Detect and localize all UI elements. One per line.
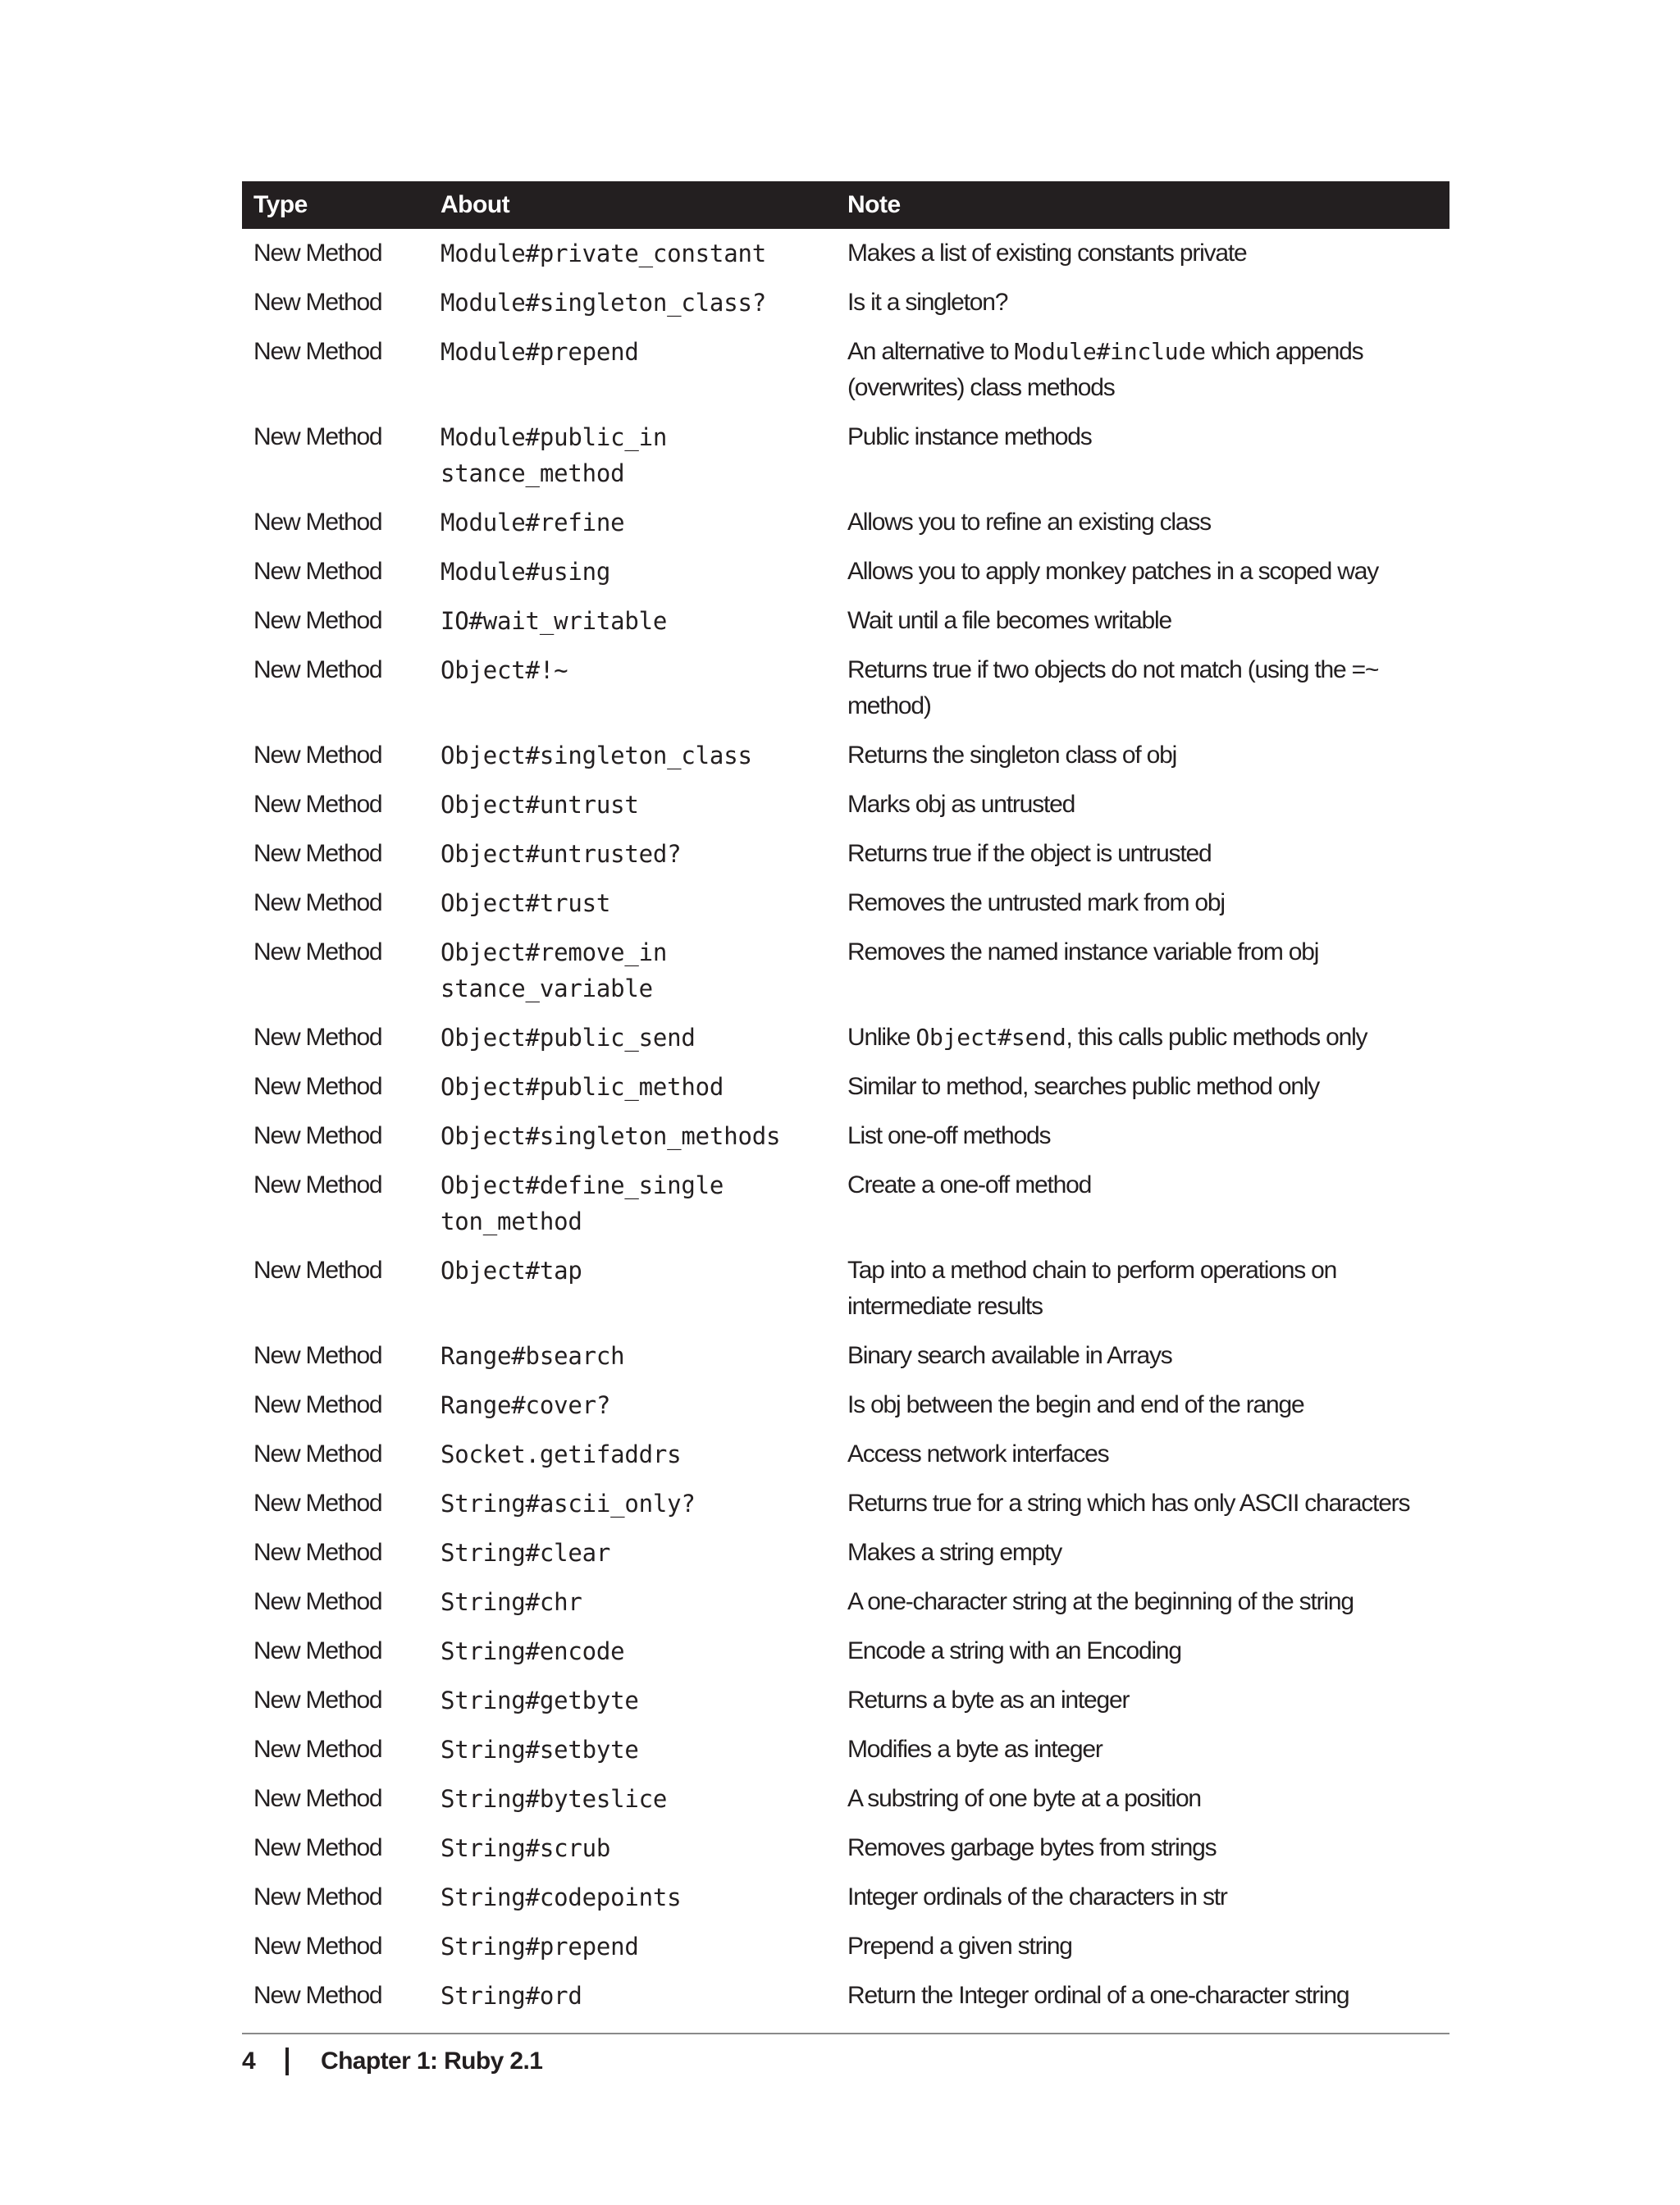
note-cell: Allows you to apply monkey patches in a scoped way (847, 558, 1379, 585)
type-cell: New Method (253, 938, 382, 966)
table-row (242, 1161, 1449, 1246)
note-cell: Public instance methods (847, 423, 1092, 450)
table-row (242, 928, 1449, 1013)
page-number: 4 (242, 2048, 256, 2075)
page-footer (242, 2041, 542, 2082)
about-cell: Object#remove_in stance_variable (441, 938, 668, 1002)
type-cell: New Method (253, 338, 382, 365)
type-cell: New Method (253, 1440, 382, 1468)
table-body (242, 229, 1449, 2020)
note-cell: A one-character string at the beginning of the string (847, 1588, 1354, 1615)
about-cell: String#prepend (441, 1933, 639, 1961)
type-cell: New Method (253, 1257, 382, 1284)
table-row (242, 879, 1449, 928)
type-cell: New Method (253, 423, 382, 450)
type-cell: New Method (253, 1073, 382, 1100)
about-cell: String#ascii_only? (441, 1490, 696, 1518)
about-cell: Module#private_constant (441, 240, 766, 267)
table-row (242, 498, 1449, 547)
note-cell: Returns true if two objects do not match (using the =~ method) (847, 656, 1379, 719)
about-cell: Module#public_in stance_method (441, 423, 668, 487)
note-cell: Returns the singleton class of obj (847, 742, 1177, 769)
table-header (242, 181, 1449, 229)
type-cell: New Method (253, 1834, 382, 1861)
about-cell: Module#using (441, 558, 611, 586)
header-note: Note (847, 191, 901, 218)
type-cell: New Method (253, 240, 382, 267)
table-row (242, 829, 1449, 879)
about-cell: Object#singleton_class (441, 742, 752, 769)
note-text: , this calls public methods only (1066, 1024, 1367, 1051)
about-cell: Range#bsearch (441, 1342, 625, 1370)
table-row (242, 731, 1449, 780)
chapter-title: Chapter 1: Ruby 2.1 (321, 2048, 543, 2075)
note-cell (838, 327, 1449, 413)
note-text: which appends (overwrites) class methods (847, 338, 1363, 401)
about-cell: Object#public_send (441, 1024, 696, 1052)
about-cell: IO#wait_writable (441, 607, 668, 635)
note-cell: Return the Integer ordinal of a one-character string (847, 1982, 1349, 2009)
table-row (242, 1112, 1449, 1161)
table-row (242, 1331, 1449, 1381)
inline-code: Object#send (915, 1024, 1066, 1051)
note-text: Unlike (847, 1024, 916, 1051)
table-header-row (242, 181, 1449, 229)
type-cell: New Method (253, 1785, 382, 1812)
table-row (242, 1381, 1449, 1430)
note-cell: Tap into a method chain to perform operations on intermediate results (847, 1257, 1337, 1320)
type-cell: New Method (253, 1391, 382, 1418)
note-cell: Makes a list of existing constants private (847, 240, 1247, 267)
about-cell: Object#!~ (441, 656, 568, 684)
note-cell: Modifies a byte as integer (847, 1736, 1102, 1763)
note-cell: Similar to method, searches public method only (847, 1073, 1320, 1100)
header-about: About (441, 191, 510, 218)
note-cell: Marks obj as untrusted (847, 791, 1075, 818)
note-cell: Makes a string empty (847, 1539, 1062, 1566)
type-cell: New Method (253, 1687, 382, 1714)
note-cell: Prepend a given string (847, 1933, 1072, 1960)
table-row (242, 327, 1449, 413)
about-cell: Object#tap (441, 1257, 582, 1285)
table-row (242, 1479, 1449, 1528)
ruby-features-table (242, 181, 1449, 2020)
table-row (242, 646, 1449, 731)
type-cell: New Method (253, 1024, 382, 1051)
note-cell: A substring of one byte at a position (847, 1785, 1201, 1812)
type-cell: New Method (253, 1736, 382, 1763)
table-row (242, 1824, 1449, 1873)
table-row (242, 596, 1449, 646)
about-cell: Range#cover? (441, 1391, 611, 1419)
table-row (242, 1246, 1449, 1331)
note-cell: Encode a string with an Encoding (847, 1637, 1181, 1664)
note-text: An alternative to (847, 338, 1015, 365)
type-cell: New Method (253, 1637, 382, 1664)
table-row (242, 1922, 1449, 1971)
note-cell: Returns true for a string which has only ASCII characters (847, 1490, 1410, 1517)
note-cell: Create a one-off method (847, 1171, 1092, 1198)
note-cell: Returns true if the object is untrusted (847, 840, 1212, 867)
about-cell: Object#define_single ton_method (441, 1171, 724, 1235)
type-cell: New Method (253, 1883, 382, 1911)
type-cell: New Method (253, 607, 382, 634)
note-cell: Removes the untrusted mark from obj (847, 889, 1225, 916)
about-cell: Module#refine (441, 509, 625, 536)
note-cell: Returns a byte as an integer (847, 1687, 1130, 1714)
about-cell: Module#singleton_class? (441, 289, 766, 317)
note-cell: Allows you to refine an existing class (847, 509, 1211, 536)
about-cell: Object#singleton_methods (441, 1122, 781, 1150)
type-cell: New Method (253, 840, 382, 867)
type-cell: New Method (253, 1933, 382, 1960)
about-cell: String#encode (441, 1637, 625, 1665)
type-cell: New Method (253, 289, 382, 316)
note-cell: Removes the named instance variable from obj (847, 938, 1319, 966)
note-cell: Removes garbage bytes from strings (847, 1834, 1217, 1861)
type-cell: New Method (253, 1171, 382, 1198)
about-cell: String#ord (441, 1982, 582, 2010)
table-row (242, 1971, 1449, 2020)
table-row (242, 1676, 1449, 1725)
footer-divider (242, 2033, 1449, 2034)
about-cell: String#codepoints (441, 1883, 682, 1911)
about-cell: String#chr (441, 1588, 582, 1616)
about-cell: Object#untrusted? (441, 840, 682, 868)
table-row (242, 780, 1449, 829)
about-cell: Socket.getifaddrs (441, 1440, 682, 1468)
table-row (242, 1725, 1449, 1774)
table-row (242, 1577, 1449, 1627)
note-cell: Is obj between the begin and end of the range (847, 1391, 1304, 1418)
about-cell: Object#untrust (441, 791, 639, 819)
table-row (242, 1627, 1449, 1676)
type-cell: New Method (253, 1539, 382, 1566)
type-cell: New Method (253, 1982, 382, 2009)
table-row (242, 229, 1449, 278)
type-cell: New Method (253, 1122, 382, 1149)
table-row (242, 1062, 1449, 1112)
about-cell: String#byteslice (441, 1785, 668, 1813)
about-cell: Module#prepend (441, 338, 639, 366)
about-cell: String#clear (441, 1539, 611, 1567)
about-cell: String#setbyte (441, 1736, 639, 1764)
note-cell: Access network interfaces (847, 1440, 1109, 1468)
header-type: Type (253, 191, 308, 218)
note-cell: Wait until a file becomes writable (847, 607, 1171, 634)
about-cell: String#scrub (441, 1834, 611, 1862)
type-cell: New Method (253, 509, 382, 536)
type-cell: New Method (253, 1490, 382, 1517)
table-row (242, 1873, 1449, 1922)
inline-code: Module#include (1014, 338, 1206, 365)
table-row (242, 1528, 1449, 1577)
table-row (242, 547, 1449, 596)
table-row (242, 278, 1449, 327)
about-cell: String#getbyte (441, 1687, 639, 1714)
about-cell: Object#trust (441, 889, 611, 917)
type-cell: New Method (253, 791, 382, 818)
table-row (242, 1013, 1449, 1062)
type-cell: New Method (253, 889, 382, 916)
table-row (242, 1430, 1449, 1479)
table-row (242, 1774, 1449, 1824)
type-cell: New Method (253, 656, 382, 683)
table-row (242, 413, 1449, 498)
note-cell: Integer ordinals of the characters in str (847, 1883, 1227, 1911)
about-cell: Object#public_method (441, 1073, 724, 1101)
type-cell: New Method (253, 742, 382, 769)
note-cell: Is it a singleton? (847, 289, 1008, 316)
note-cell (838, 1013, 1449, 1062)
footer-separator (285, 2048, 289, 2075)
note-cell: List one-off methods (847, 1122, 1051, 1149)
type-cell: New Method (253, 1342, 382, 1369)
type-cell: New Method (253, 558, 382, 585)
note-cell: Binary search available in Arrays (847, 1342, 1172, 1369)
type-cell: New Method (253, 1588, 382, 1615)
